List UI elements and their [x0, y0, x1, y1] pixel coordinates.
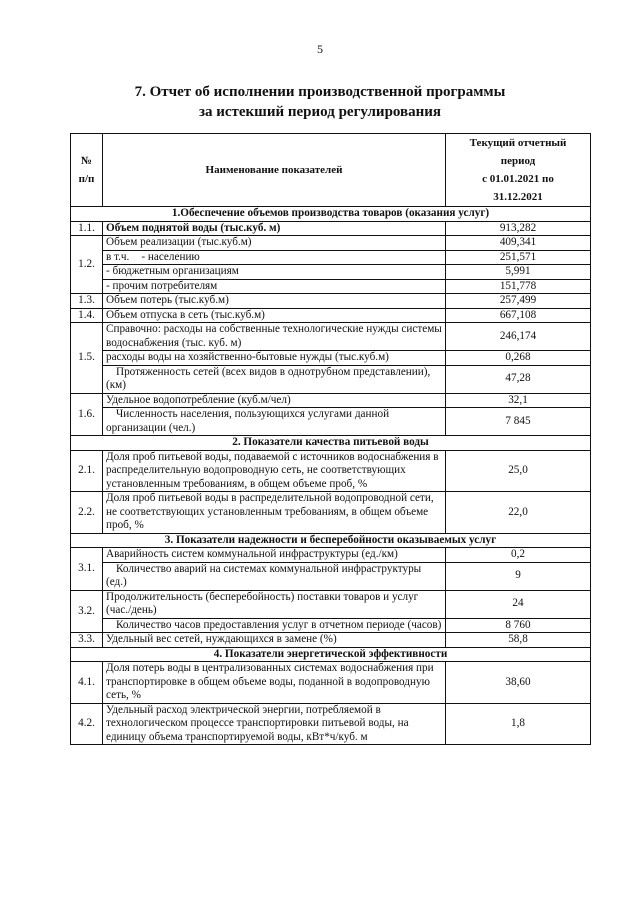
row-prefix: в т.ч. — [106, 250, 130, 263]
row-name: Аварийность систем коммунальной инфраструктуры (ед./км) — [103, 548, 446, 563]
row-name — [103, 250, 446, 265]
row-name: Справочно: расходы на собственные технологические нужды системы водоснабжения (тыс. куб. м) — [103, 323, 446, 351]
row-name: Удельный расход электрической энергии, потребляемой в технологическом процессе транспортировки питьевой воды, на единицу объема транспортируемой воды, кВт*ч/куб. м — [103, 703, 446, 745]
header-period-line-1: Текущий отчетный — [469, 137, 567, 149]
table-row — [71, 351, 591, 366]
row-number: 1.6. — [71, 393, 103, 436]
row-value: 1,8 — [446, 703, 591, 745]
header-period — [446, 134, 591, 207]
row-name: Объем реализации (тыс.куб.м) — [103, 236, 446, 251]
header-period-line-2: период — [500, 155, 536, 167]
row-value: 409,341 — [446, 236, 591, 251]
row-value: 8 760 — [446, 618, 591, 633]
table-row — [71, 590, 591, 618]
row-number: 2.2. — [71, 492, 103, 534]
section-title: 3. Показатели надежности и бесперебойности оказываемых услуг — [71, 533, 591, 548]
row-value: 251,571 — [446, 250, 591, 265]
row-name: Удельное водопотребление (куб.м/чел) — [103, 393, 446, 408]
table-row — [71, 393, 591, 408]
row-number: 3.1. — [71, 548, 103, 591]
header-number-line-2: п/п — [78, 173, 95, 185]
table-row — [71, 236, 591, 251]
row-name: расходы воды на хозяйственно-бытовые нужды (тыс.куб.м) — [103, 351, 446, 366]
row-value: 25,0 — [446, 450, 591, 492]
report-table — [70, 133, 591, 745]
table-row — [71, 703, 591, 745]
header-row — [71, 134, 591, 207]
table-row — [71, 265, 591, 280]
row-number: 4.2. — [71, 703, 103, 745]
header-period-line-3: с 01.01.2021 по — [482, 173, 554, 185]
row-value: 667,108 — [446, 308, 591, 323]
report-title — [0, 82, 640, 122]
table-row — [71, 365, 591, 393]
row-name: Удельный вес сетей, нуждающихся в замене (%) — [103, 633, 446, 648]
row-name: Доля проб питьевой воды, подаваемой с источников водоснабжения в распределительную водопроводную сеть, не соответствующих установленным требованиям, в общем объеме проб, % — [103, 450, 446, 492]
row-number: 1.2. — [71, 236, 103, 294]
table-row — [71, 294, 591, 309]
table-row — [71, 633, 591, 648]
row-name: Протяженность сетей (всех видов в однотрубном представлении), (км) — [103, 365, 446, 393]
row-name: - бюджетным организациям — [103, 265, 446, 280]
table-row — [71, 618, 591, 633]
row-value: 7 845 — [446, 408, 591, 436]
section-title: 2. Показатели качества питьевой воды — [71, 436, 591, 451]
row-value: 151,778 — [446, 279, 591, 294]
table-row — [71, 548, 591, 563]
row-name: - прочим потребителям — [103, 279, 446, 294]
row-name: Количество часов предоставления услуг в отчетном периоде (часов) — [103, 618, 446, 633]
row-value: 32,1 — [446, 393, 591, 408]
table-row — [71, 250, 591, 265]
row-number: 1.5. — [71, 323, 103, 394]
row-value: 22,0 — [446, 492, 591, 534]
row-value: 38,60 — [446, 662, 591, 704]
table-row — [71, 279, 591, 294]
table-row — [71, 662, 591, 704]
row-value: 47,28 — [446, 365, 591, 393]
row-value: 9 — [446, 562, 591, 590]
row-value: 0,268 — [446, 351, 591, 366]
table-row — [71, 308, 591, 323]
row-name: Объем потерь (тыс.куб.м) — [103, 294, 446, 309]
table-row — [71, 323, 591, 351]
row-value: 24 — [446, 590, 591, 618]
row-name: Количество аварий на системах коммунальной инфраструктуры (ед.) — [103, 562, 446, 590]
row-value: 257,499 — [446, 294, 591, 309]
header-number-line-1: № — [80, 155, 93, 167]
row-number: 4.1. — [71, 662, 103, 704]
table-row — [71, 562, 591, 590]
row-value: 246,174 — [446, 323, 591, 351]
row-value: 913,282 — [446, 221, 591, 236]
row-name: Доля проб питьевой воды в распределительной водопроводной сети, не соответствующих установленным требованиям, в общем объеме проб, % — [103, 492, 446, 534]
section-row — [71, 533, 591, 548]
row-number: 3.3. — [71, 633, 103, 648]
section-title: 1.Обеспечение объемов производства товаров (оказания услуг) — [71, 207, 591, 222]
table-row — [71, 221, 591, 236]
row-name: Численность населения, пользующихся услугами данной организации (чел.) — [103, 408, 446, 436]
title-line-1: 7. Отчет об исполнении производственной программы — [134, 84, 506, 100]
section-row — [71, 436, 591, 451]
row-number: 1.4. — [71, 308, 103, 323]
row-value: 5,991 — [446, 265, 591, 280]
row-name-text: - населению — [141, 250, 200, 263]
section-row — [71, 207, 591, 222]
header-name: Наименование показателей — [103, 134, 446, 207]
title-line-2: за истекший период регулирования — [198, 104, 442, 120]
row-name: Объем отпуска в сеть (тыс.куб.м) — [103, 308, 446, 323]
row-value: 0,2 — [446, 548, 591, 563]
row-name: Доля потерь воды в централизованных системах водоснабжения при транспортировке в общем объеме воды, поданной в водопроводную сеть, % — [103, 662, 446, 704]
section-title: 4. Показатели энергетической эффективности — [71, 647, 591, 662]
row-name: Продолжительность (бесперебойность) поставки товаров и услуг (час./день) — [103, 590, 446, 618]
row-name: Объем поднятой воды (тыс.куб. м) — [103, 221, 446, 236]
header-number — [71, 134, 103, 207]
row-number: 1.3. — [71, 294, 103, 309]
row-number: 2.1. — [71, 450, 103, 492]
section-row — [71, 647, 591, 662]
table-row — [71, 408, 591, 436]
row-value: 58,8 — [446, 633, 591, 648]
row-number: 1.1. — [71, 221, 103, 236]
header-period-line-4: 31.12.2021 — [493, 191, 543, 203]
row-number: 3.2. — [71, 590, 103, 633]
table-row — [71, 492, 591, 534]
table-row — [71, 450, 591, 492]
page-number: 5 — [317, 42, 323, 56]
